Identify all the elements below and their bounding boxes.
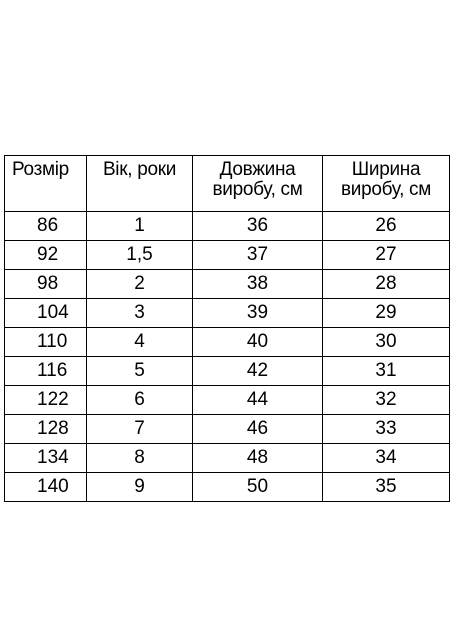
cell-width: 34 — [323, 444, 450, 473]
header-width: Ширина виробу, см — [323, 156, 450, 212]
cell-length: 48 — [193, 444, 323, 473]
cell-width: 29 — [323, 299, 450, 328]
cell-size: 92 — [5, 241, 87, 270]
table-row — [5, 328, 450, 357]
table-row — [5, 415, 450, 444]
cell-size: 122 — [5, 386, 87, 415]
cell-width: 26 — [323, 212, 450, 241]
cell-length: 44 — [193, 386, 323, 415]
cell-length: 40 — [193, 328, 323, 357]
cell-size: 140 — [5, 473, 87, 502]
table-body — [5, 212, 450, 502]
cell-width: 27 — [323, 241, 450, 270]
cell-size: 98 — [5, 270, 87, 299]
cell-length: 37 — [193, 241, 323, 270]
cell-length: 50 — [193, 473, 323, 502]
cell-age: 8 — [87, 444, 193, 473]
table-row — [5, 212, 450, 241]
cell-age: 3 — [87, 299, 193, 328]
cell-age: 6 — [87, 386, 193, 415]
header-age: Вік, роки — [87, 156, 193, 212]
cell-age: 2 — [87, 270, 193, 299]
cell-age: 9 — [87, 473, 193, 502]
header-size: Розмір — [5, 156, 87, 212]
cell-size: 134 — [5, 444, 87, 473]
cell-width: 31 — [323, 357, 450, 386]
table-row — [5, 473, 450, 502]
cell-size: 104 — [5, 299, 87, 328]
cell-width: 32 — [323, 386, 450, 415]
table-row — [5, 299, 450, 328]
cell-width: 33 — [323, 415, 450, 444]
cell-length: 46 — [193, 415, 323, 444]
table-row — [5, 357, 450, 386]
table-row — [5, 444, 450, 473]
table-row — [5, 270, 450, 299]
table-row — [5, 386, 450, 415]
table-header — [5, 156, 450, 212]
table-row — [5, 241, 450, 270]
cell-size: 86 — [5, 212, 87, 241]
cell-age: 1 — [87, 212, 193, 241]
cell-size: 128 — [5, 415, 87, 444]
header-row — [5, 156, 450, 212]
cell-length: 39 — [193, 299, 323, 328]
cell-width: 28 — [323, 270, 450, 299]
cell-length: 38 — [193, 270, 323, 299]
cell-size: 116 — [5, 357, 87, 386]
size-chart-table — [4, 155, 450, 502]
cell-length: 36 — [193, 212, 323, 241]
cell-width: 35 — [323, 473, 450, 502]
cell-size: 110 — [5, 328, 87, 357]
cell-age: 4 — [87, 328, 193, 357]
header-length: Довжина виробу, см — [193, 156, 323, 212]
cell-length: 42 — [193, 357, 323, 386]
cell-age: 1,5 — [87, 241, 193, 270]
cell-age: 5 — [87, 357, 193, 386]
cell-width: 30 — [323, 328, 450, 357]
cell-age: 7 — [87, 415, 193, 444]
